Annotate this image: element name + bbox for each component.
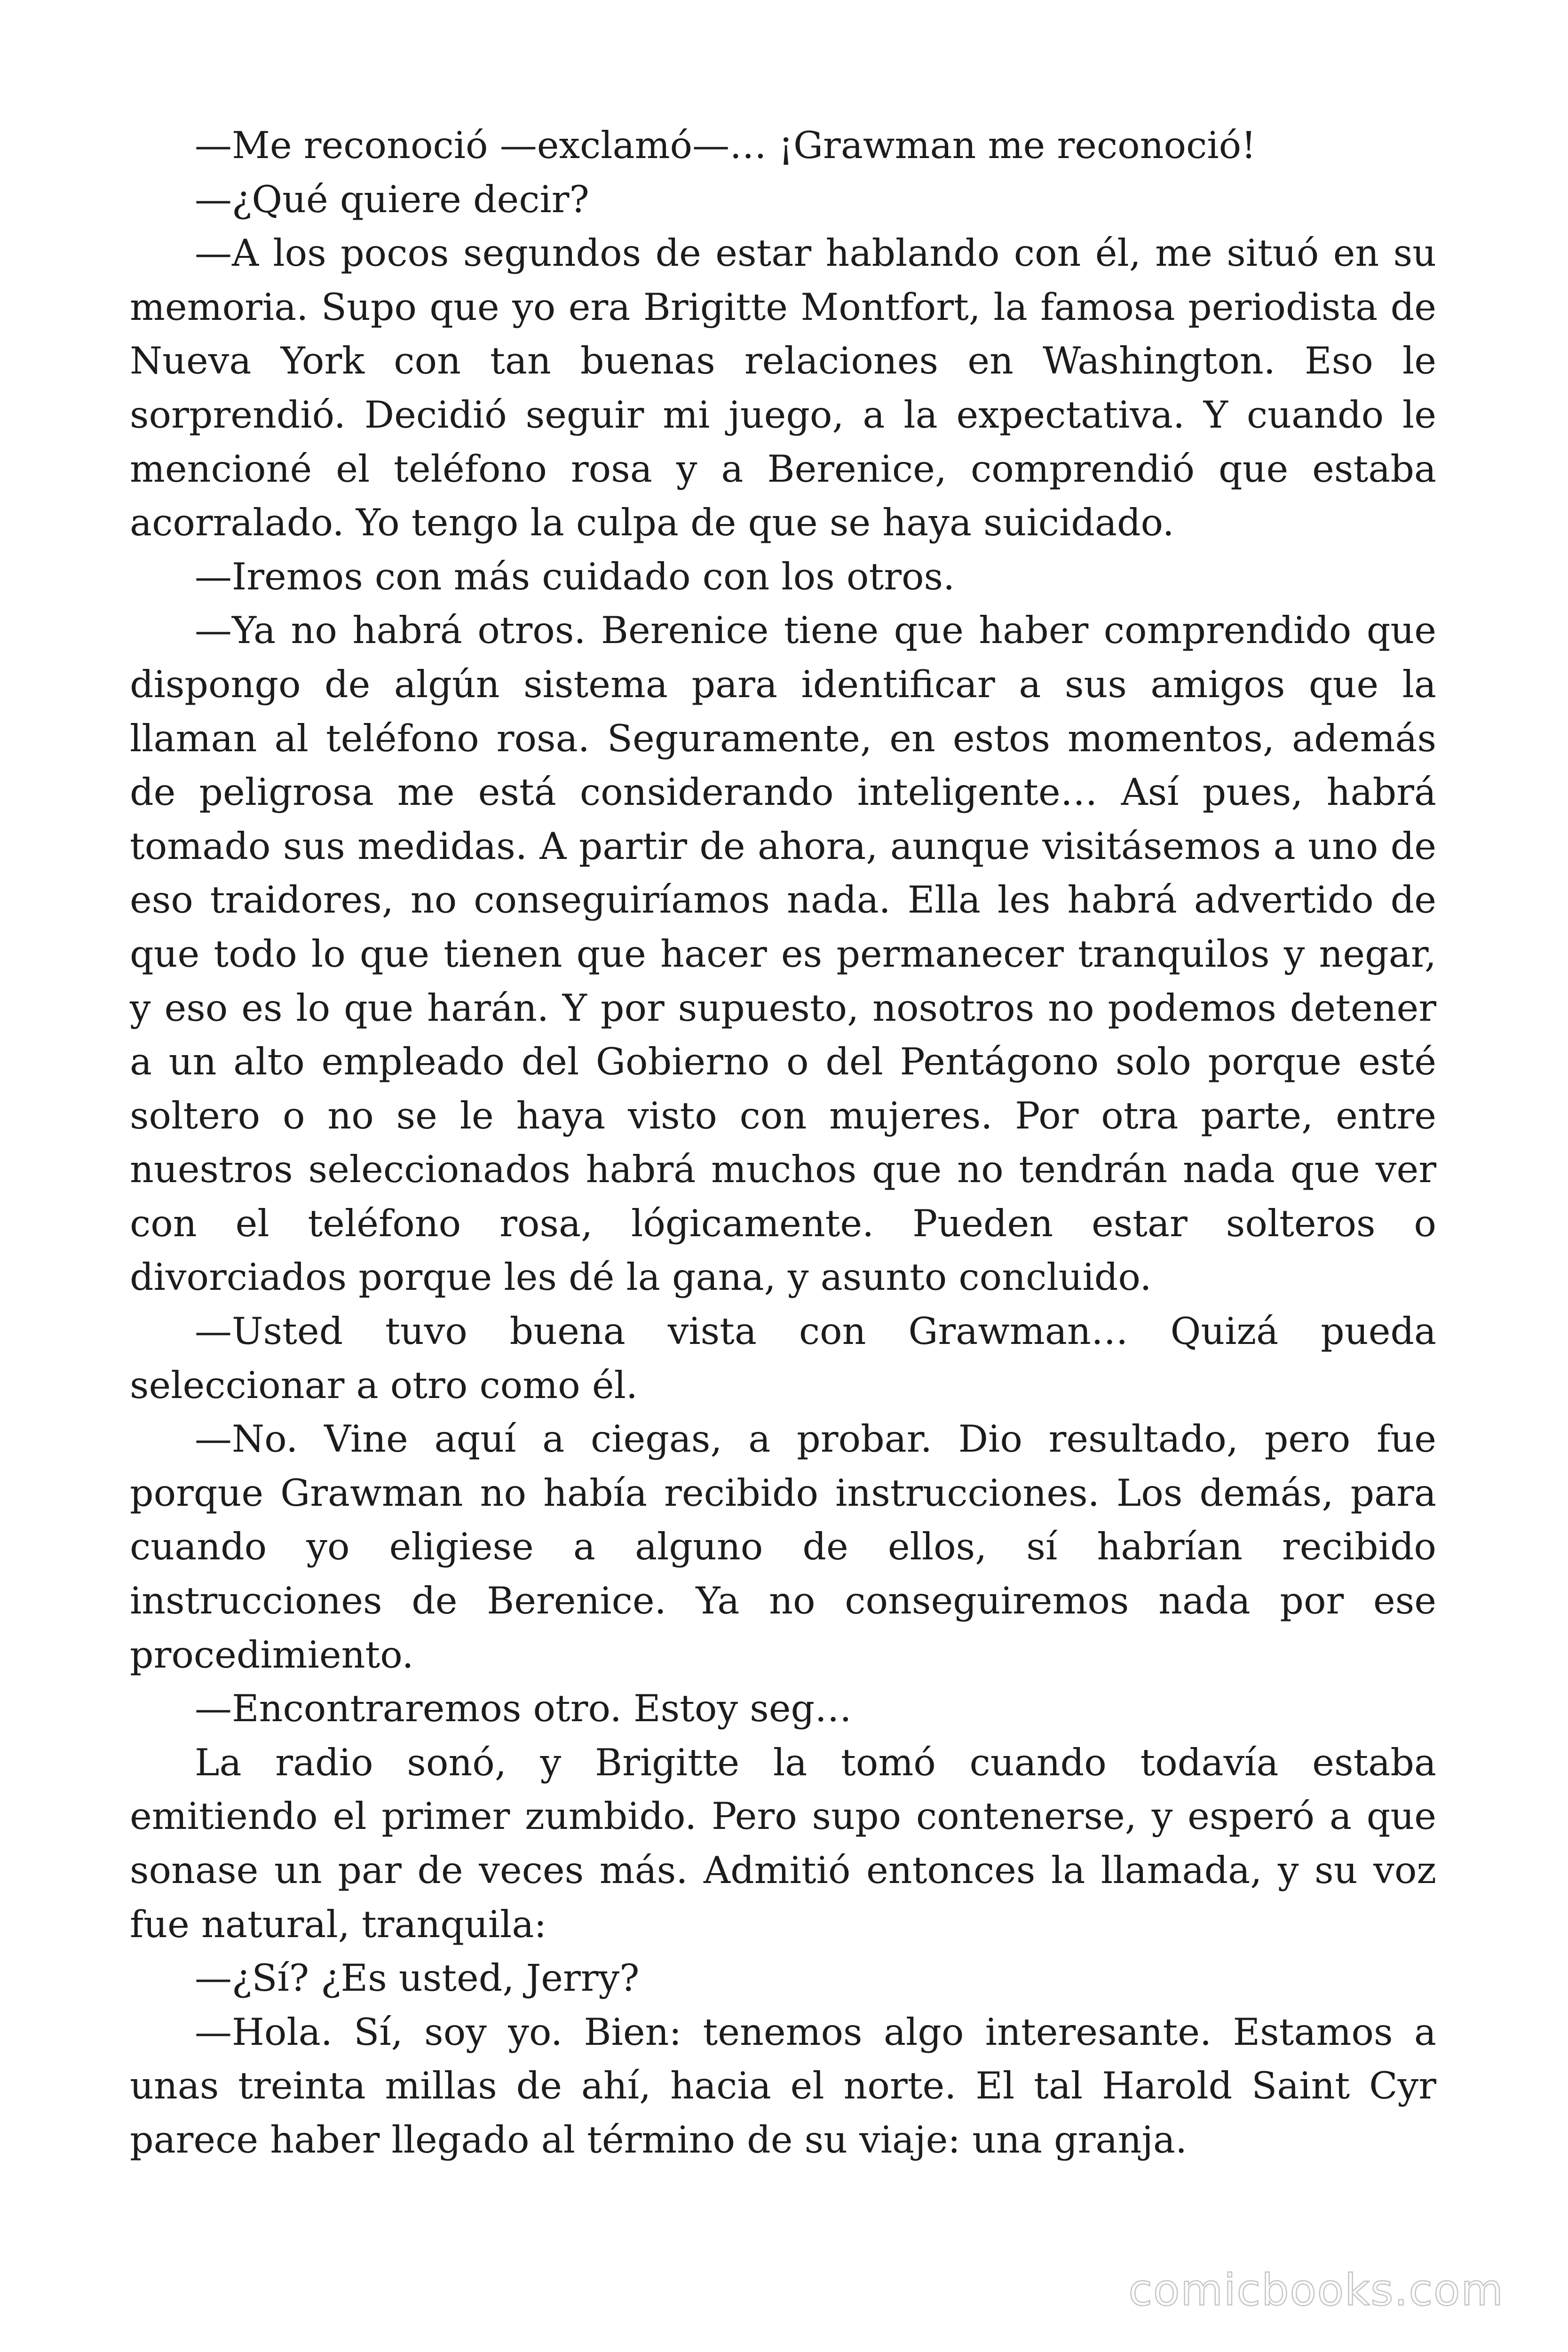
paragraph: —Hola. Sí, soy yo. Bien: tenemos algo interesante. Estamos a unas treinta millas de ahí, hacia el norte. El tal Harold Saint Cyr parece haber llegado al término de su viaje: una granja. (130, 2010, 1436, 2161)
body-text (130, 119, 1436, 2167)
paragraph: —Usted tuvo buena vista con Grawman… Quizá pueda seleccionar a otro como él. (130, 1310, 1436, 1407)
paragraph: —Me reconoció —exclamó—… ¡Grawman me reconoció! (195, 124, 1256, 167)
paragraph: La radio sonó, y Brigitte la tomó cuando todavía estaba emitiendo el primer zumbido. Pero supo contenerse, y esperó a que sonase un par de veces más. Admitió entonces la llamada, y su voz fue natural, tranquila: (130, 1740, 1436, 1946)
paragraph: —Encontraremos otro. Estoy seg… (195, 1687, 852, 1731)
paragraph: —A los pocos segundos de estar hablando con él, me situó en su memoria. Supo que yo era Brigitte Montfort, la famosa periodista de Nueva York con tan buenas relaciones en Washington. Eso le sorprendió. Decidió seguir mi juego, a la expectativa. Y cuando le mencioné el teléfono rosa y a Berenice, comprendió que estaba acorralado. Yo tengo la culpa de que se haya suicidado. (130, 231, 1436, 545)
paragraph: —Ya no habrá otros. Berenice tiene que haber comprendido que dispongo de algún sistema para identificar a sus amigos que la llaman al teléfono rosa. Seguramente, en estos momentos, además de peligrosa me está considerando inteligente… Así pues, habrá tomado sus medidas. A partir de ahora, aunque visitásemos a uno de eso traidores, no conseguiríamos nada. Ella les habrá advertido de que todo lo que tienen que hacer es permanecer tranquilos y negar, y eso es lo que harán. Y por supuesto, nosotros no podemos detener a un alto empleado del Gobierno o del Pentágono solo porque esté soltero o no se le haya visto con mujeres. Por otra parte, entre nuestros seleccionados habrá muchos que no tendrán nada que ver con el teléfono rosa, lógicamente. Pueden estar solteros o divorciados porque les dé la gana, y asunto concluido. (130, 609, 1436, 1299)
paragraph: —Iremos con más cuidado con los otros. (195, 555, 955, 598)
paragraph: —No. Vine aquí a ciegas, a probar. Dio resultado, pero fue porque Grawman no había recibido instrucciones. Los demás, para cuando yo eligiese a alguno de ellos, sí habrían recibido instrucciones de Berenice. Ya no conseguiremos nada por ese procedimiento. (130, 1417, 1436, 1677)
paragraph: —¿Sí? ¿Es usted, Jerry? (195, 1956, 640, 2000)
paragraph: —¿Qué quiere decir? (195, 177, 589, 221)
watermark: comicbooks.com (1128, 2265, 1504, 2315)
